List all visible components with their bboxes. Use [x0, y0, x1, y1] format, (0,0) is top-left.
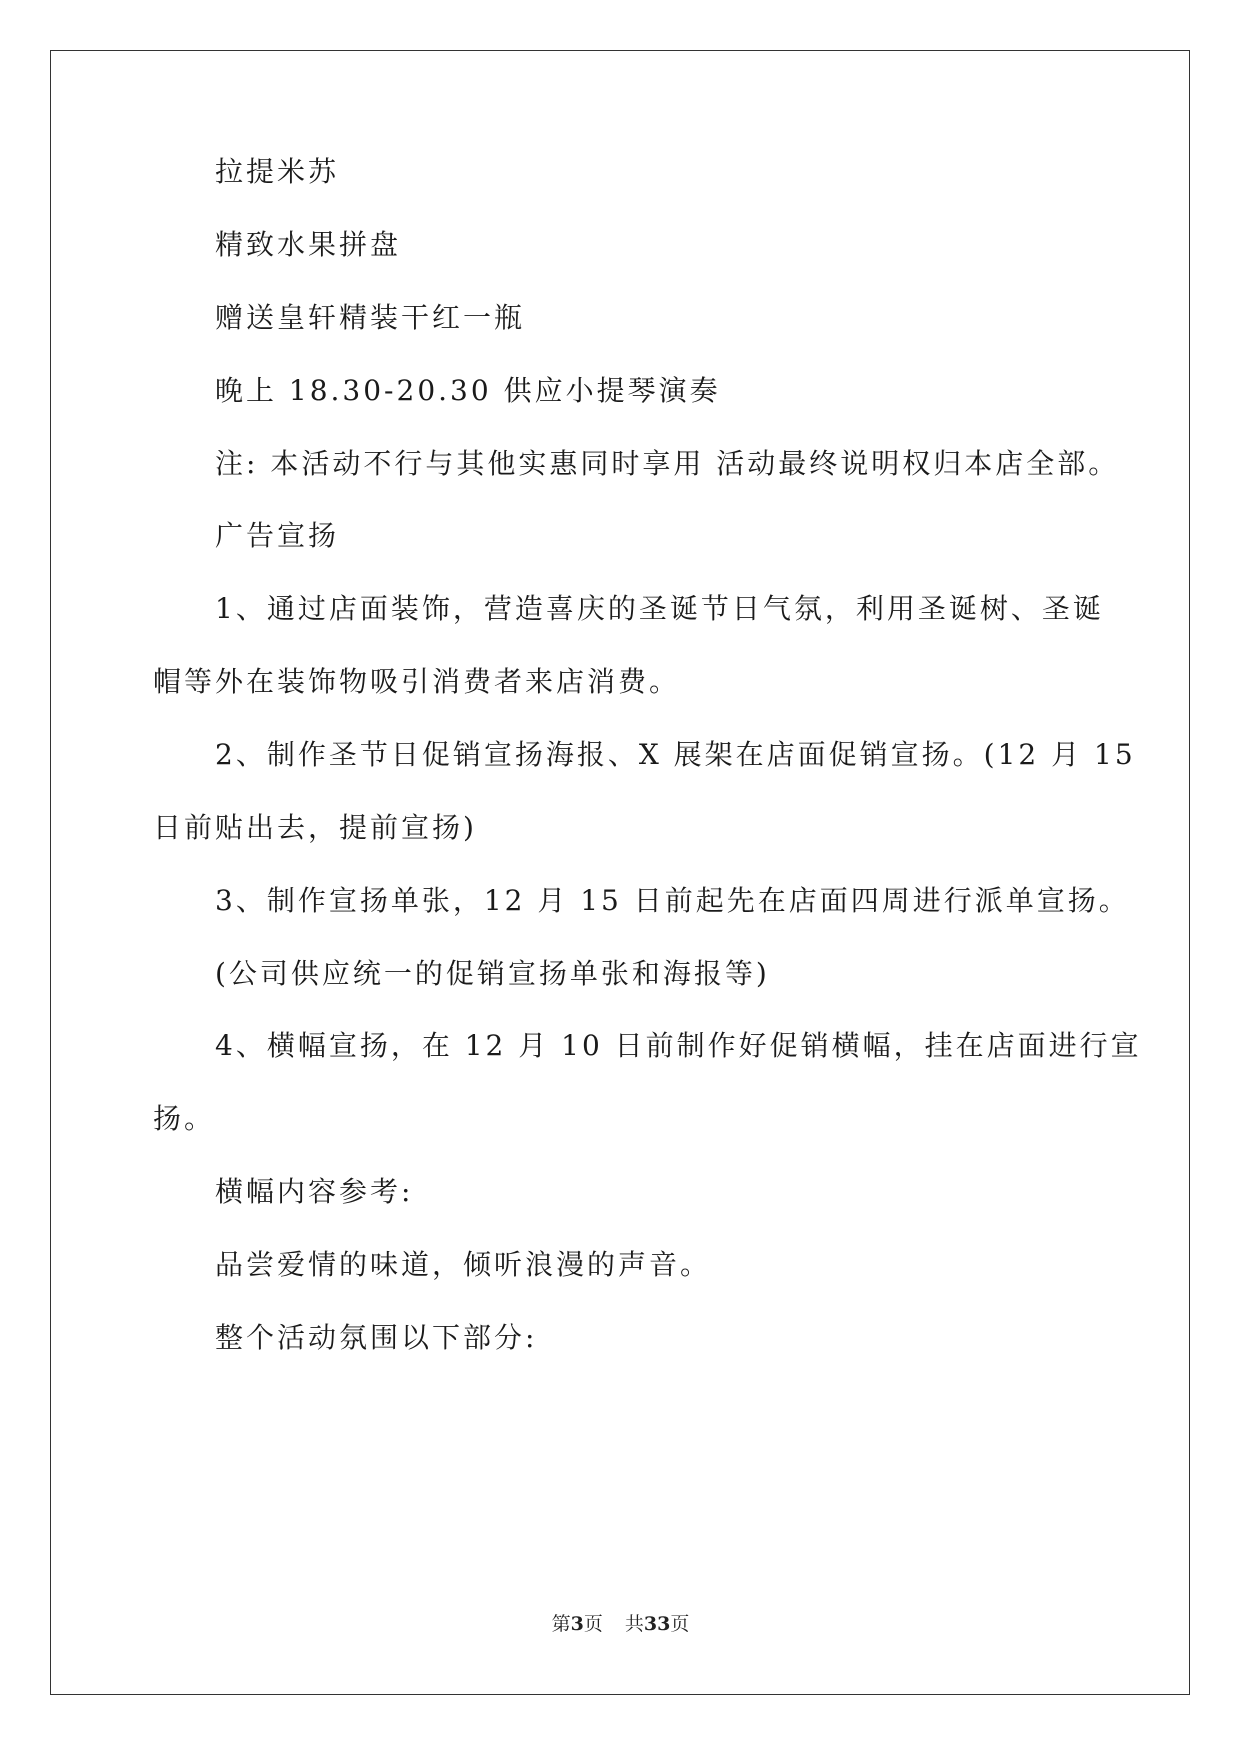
- page-footer: [0, 1612, 1241, 1636]
- page-border: [50, 50, 1190, 1695]
- text-line-dessert: 拉提米苏: [215, 155, 340, 188]
- footer-total-prefix: 共: [624, 1613, 644, 1635]
- footer-total-suffix: 页: [670, 1613, 690, 1635]
- text-line-item-2-cont: 日前贴出去，提前宣扬): [153, 811, 477, 844]
- text-line-banner-slogan: 品尝爱情的味道，倾听浪漫的声音。: [215, 1248, 712, 1281]
- footer-page-number: 3: [570, 1613, 584, 1635]
- text-line-violin-performance: 晚上 18.30-20.30 供应小提琴演奏: [215, 374, 721, 407]
- text-line-fruit-platter: 精致水果拼盘: [215, 228, 402, 261]
- text-line-note: 注: 本活动不行与其他实惠同时享用 活动最终说明权归本店全部。: [215, 447, 1120, 480]
- text-line-item-3: 3、制作宣扬单张，12 月 15 日前起先在店面四周进行派单宣扬。: [215, 884, 1130, 917]
- footer-total-pages: 33: [643, 1613, 671, 1635]
- text-line-item-3-cont: (公司供应统一的促销宣扬单张和海报等): [215, 957, 770, 990]
- text-line-banner-reference: 横幅内容参考:: [215, 1175, 414, 1208]
- section-heading-advertising: 广告宣扬: [215, 519, 340, 552]
- text-line-item-1-cont: 帽等外在装饰物吸引消费者来店消费。: [153, 665, 681, 698]
- text-line-atmosphere: 整个活动氛围以下部分:: [215, 1321, 538, 1354]
- footer-page-suffix: 页: [583, 1613, 603, 1635]
- text-line-item-2: 2、制作圣节日促销宣扬海报、X 展架在店面促销宣扬。(12 月 15: [215, 738, 1136, 771]
- text-line-item-4: 4、横幅宣扬，在 12 月 10 日前制作好促销横幅，挂在店面进行宣: [215, 1029, 1142, 1062]
- text-line-wine-gift: 赠送皇轩精装干红一瓶: [215, 301, 526, 334]
- text-line-item-1: 1、通过店面装饰，营造喜庆的圣诞节日气氛，利用圣诞树、圣诞: [215, 592, 1104, 625]
- text-line-item-4-cont: 扬。: [153, 1102, 216, 1135]
- footer-page-prefix: 第: [551, 1613, 571, 1635]
